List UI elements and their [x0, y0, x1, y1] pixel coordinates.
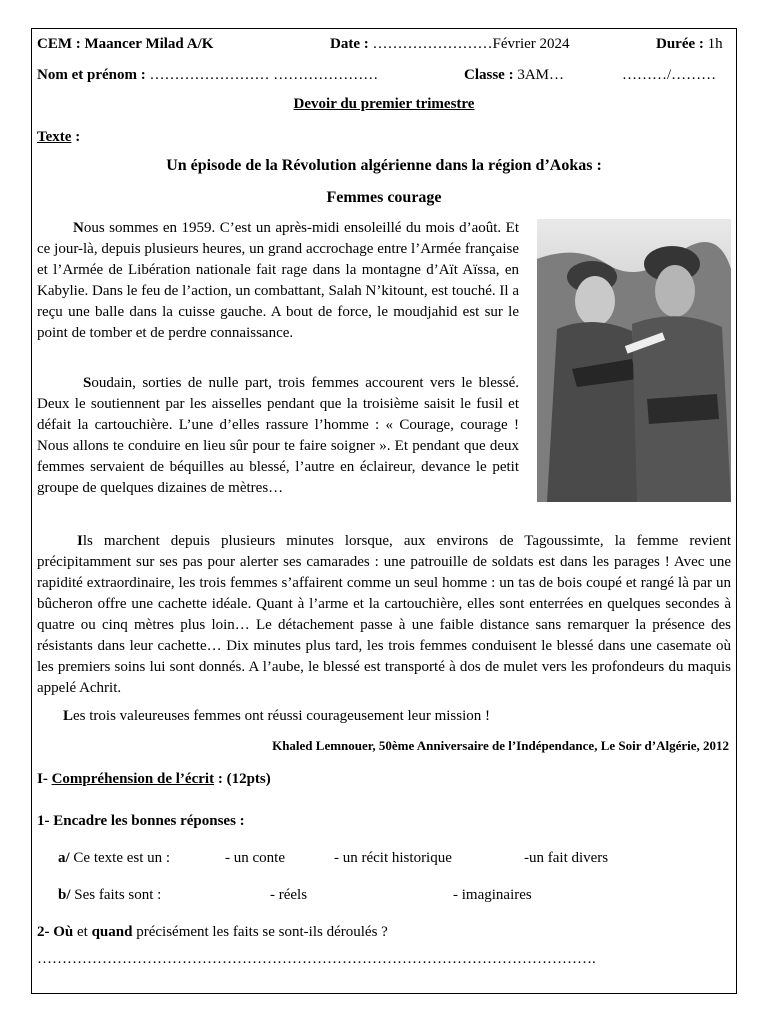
- answer-option-conte[interactable]: - un conte: [225, 850, 285, 866]
- historical-photo: [537, 219, 731, 502]
- exam-title: Devoir du premier trimestre: [293, 96, 475, 112]
- paragraph-1: Nous sommes en 1959. C’est un après-midi ensoleillé du mois d’août. Et ce jour-là, depuis plusieurs heures, un grand accrochage entre l’Armée française et l’Armée de Libération nationale fait rage dans la montagne d’Aït Aïssa, en Kabylie. Dans le feu de l’action, un combattant, Salah N’kitount, est touché. Il a reçu une balle dans la cuisse gauche. A bout de force, le moudjahid est sur le point de tomber et de perdre connaissance.: [37, 220, 519, 341]
- paragraph-2: Soudain, sorties de nulle part, trois femmes accourent vers le blessé. Deux le soutiennent par les aisselles pendant que la troisième saisit le fusil et défait la cartouchière. L’une d’elles rassure l’homme : « Courage, courage ! Nous allons te conduire en lieu sûr pour te faire soigner ». Et pendant que deux femmes servaient de béquilles au blessé, l’autre en éclaireur, devance le petit groupe de quelques dizaines de mètres…: [37, 375, 519, 496]
- answer-option-reels[interactable]: - réels: [270, 887, 308, 903]
- answer-option-fait-divers[interactable]: -un fait divers: [524, 850, 609, 866]
- question-1a: a/ Ce texte est un :: [58, 850, 171, 866]
- answer-option-imaginaires[interactable]: - imaginaires: [453, 887, 532, 903]
- text-title: Un épisode de la Révolution algérienne dans la région d’Aokas :: [166, 157, 602, 174]
- question-1b: b/ Ses faits sont :: [58, 887, 162, 903]
- source-citation: Khaled Lemnouer, 50ème Anniversaire de l’Indépendance, Le Soir d’Algérie, 2012: [272, 738, 729, 753]
- answer-option-recit-historique[interactable]: - un récit historique: [334, 850, 452, 866]
- exam-sheet: [31, 28, 737, 994]
- paragraph-4: Les trois valeureuses femmes ont réussi courageusement leur mission !: [63, 708, 490, 724]
- school-name: CEM : Maancer Milad A/K: [37, 36, 214, 52]
- text-subtitle: Femmes courage: [326, 189, 442, 206]
- paragraph-3: Ils marchent depuis plusieurs minutes lorsque, aux environs de Tagoussimte, la femme revient précipitamment sur ses pas pour alerter ses camarades : une patrouille de soldats est dans les parages ! Avec une rapidité extraordinaire, les trois femmes s’affairent comme un seul homme : un tas de bois coupé et rangé là par un bûcheron offre une cachette idéale. Quant à l’arme et la cartouchière, elles sont enterrées en quelques secondes à quatre ou cinq mètres plus loin… Le détachement passe à une faible distance sans remarquer la présence des résistants dans leur cachette… Dix minutes plus tard, les trois femmes conduisent le blessé dans une casemate où les premiers soins lui sont donnés. A l’aube, le blessé est transporté à dos de mulet vers les profondeurs du maquis appelé Achrit.: [37, 533, 731, 696]
- texte-label: Texte :: [37, 129, 81, 145]
- date-field: Date : ……………………Février 2024: [330, 36, 570, 52]
- name-field: Nom et prénom : …………………… …………………: [37, 67, 379, 83]
- section-comprehension: I- Compréhension de l’écrit : (12pts): [37, 771, 271, 787]
- class-field: Classe : 3AM…: [464, 67, 564, 83]
- answer-line[interactable]: ………………………………………………………………………………………………….: [37, 951, 596, 967]
- duration-field: Durée : 1h: [656, 36, 723, 52]
- question-2: 2- Où et quand précisément les faits se sont-ils déroulés ?: [37, 924, 388, 940]
- question-1: 1- Encadre les bonnes réponses :: [37, 813, 245, 829]
- class-fraction: ………/………: [622, 67, 717, 83]
